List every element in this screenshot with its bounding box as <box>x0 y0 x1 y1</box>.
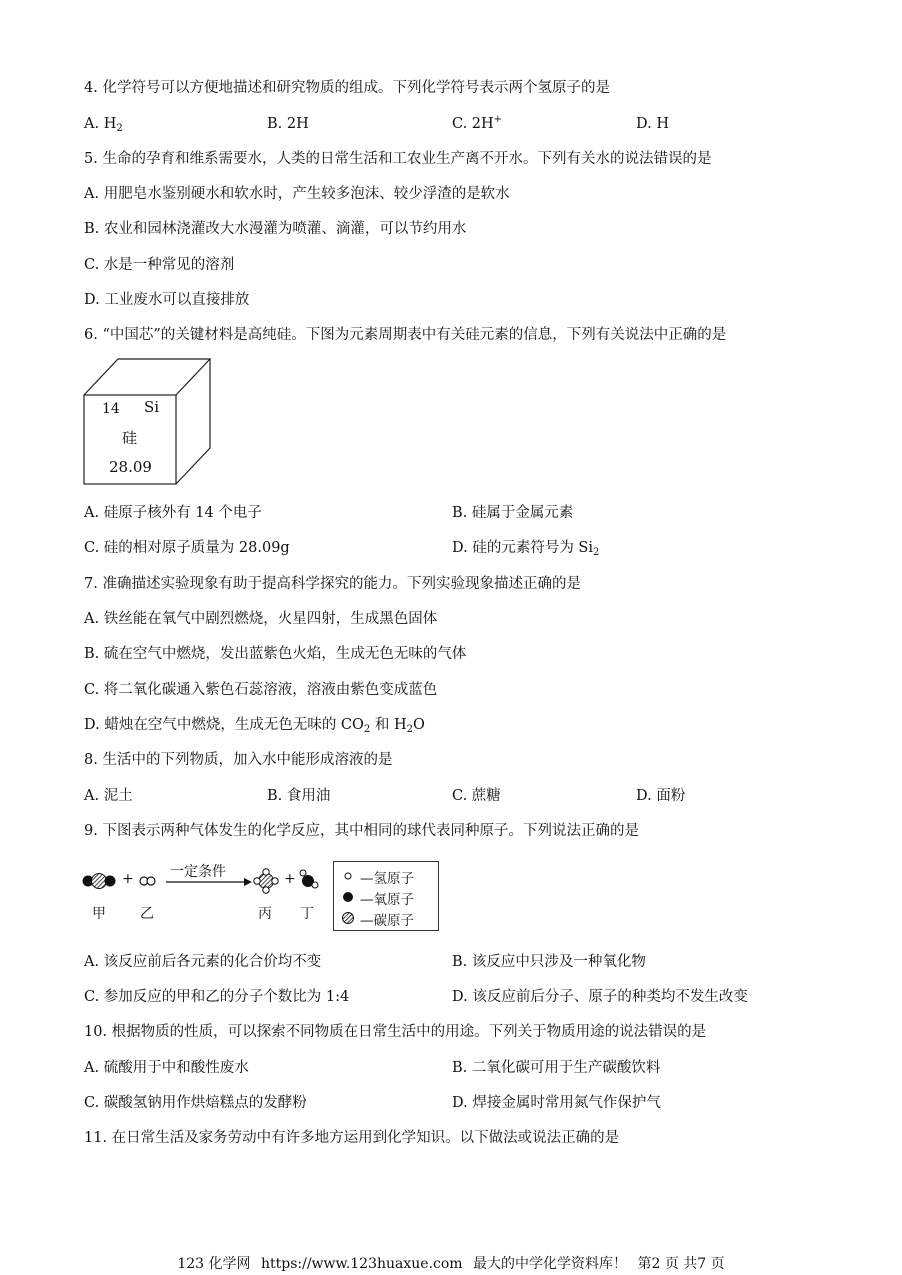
footer-url[interactable]: https://www.123huaxue.com <box>260 1256 463 1272</box>
q11-stem: 11. 在日常生活及家务劳动中有许多地方运用到化学知识。以下做法或说法正确的是 <box>84 1130 620 1146</box>
q4-option-c: C. 2H+ <box>452 114 503 132</box>
q6-option-c: C. 硅的相对原子质量为 28.09g <box>84 540 290 556</box>
atomic-number: 14 <box>102 401 120 417</box>
q5-option-a: A. 用肥皂水鉴别硬水和软水时，产生较多泡沫、较少浮渣的是软水 <box>84 186 510 202</box>
reaction-condition: 一定条件 <box>170 864 226 880</box>
q8-option-a: A. 泥土 <box>84 788 133 804</box>
q10-option-a: A. 硫酸用于中和酸性废水 <box>84 1060 249 1076</box>
plus-sign: + <box>284 871 296 887</box>
q7-option-a: A. 铁丝能在氧气中剧烈燃烧，火星四射，生成黑色固体 <box>84 611 438 627</box>
q8-stem: 8. 生活中的下列物质，加入水中能形成溶液的是 <box>84 752 393 768</box>
q8-option-d: D. 面粉 <box>636 788 686 804</box>
q6-stem: 6. “中国芯”的关键材料是高纯硅。下图为元素周期表中有关硅元素的信息，下列有关说法中正确的是 <box>84 327 727 343</box>
atomic-mass: 28.09 <box>109 458 152 476</box>
q8-option-c: C. 蔗糖 <box>452 788 501 804</box>
footer-site: 123 化学网 <box>177 1256 251 1272</box>
label-ding: 丁 <box>300 906 314 922</box>
q9-stem: 9. 下图表示两种气体发生的化学反应，其中相同的球代表同种原子。下列说法正确的是 <box>84 823 639 839</box>
silicon-element-card <box>80 355 215 488</box>
legend-carbon: —碳原子 <box>360 913 414 929</box>
atom-legend <box>333 861 439 931</box>
label-jia: 甲 <box>92 906 106 922</box>
footer-page-number: 第2 页 共7 页 <box>637 1256 725 1272</box>
q7-option-c: C. 将二氧化碳通入紫色石蕊溶液，溶液由紫色变成蓝色 <box>84 682 438 698</box>
q10-stem: 10. 根据物质的性质，可以探索不同物质在日常生活中的用途。下列关于物质用途的说法错误的是 <box>84 1024 707 1040</box>
q9-option-b: B. 该反应中只涉及一种氧化物 <box>452 954 646 970</box>
q4-option-d: D. H <box>636 116 669 132</box>
q4-option-a: A. $H_2$ <box>84 116 123 134</box>
reaction-diagram <box>80 858 450 938</box>
q5-option-d: D. 工业废水可以直接排放 <box>84 292 250 308</box>
label-bing: 丙 <box>258 906 272 922</box>
q10-option-c: C. 碳酸氢钠用作烘焙糕点的发酵粉 <box>84 1095 307 1111</box>
q7-option-b: B. 硫在空气中燃烧，发出蓝紫色火焰，生成无色无味的气体 <box>84 646 467 662</box>
q5-option-c: C. 水是一种常见的溶剂 <box>84 257 235 273</box>
footer-slogan: 最大的中学化学资料库！ <box>473 1256 628 1272</box>
q6-option-d: D. 硅的元素符号为 $Si_2$ <box>452 540 600 558</box>
element-symbol: Si <box>144 398 160 416</box>
element-name: 硅 <box>122 429 138 447</box>
label-yi: 乙 <box>140 906 154 922</box>
q4-stem: 4. 化学符号可以方便地描述和研究物质的组成。下列化学符号表示两个氢原子的是 <box>84 80 610 96</box>
q5-stem: 5. 生命的孕育和维系需要水，人类的日常生活和工农业生产离不开水。下列有关水的说法错误的是 <box>84 151 712 167</box>
q8-option-b: B. 食用油 <box>267 788 331 804</box>
plus-sign: + <box>122 871 134 887</box>
q7-stem: 7. 准确描述实验现象有助于提高科学探究的能力。下列实验现象描述正确的是 <box>84 576 581 592</box>
q10-option-b: B. 二氧化碳可用于生产碳酸饮料 <box>452 1060 661 1076</box>
q9-option-a: A. 该反应前后各元素的化合价均不变 <box>84 954 322 970</box>
q5-option-b: B. 农业和园林浇灌改大水漫灌为喷灌、滴灌，可以节约用水 <box>84 221 467 237</box>
q10-option-d: D. 焊接金属时常用氮气作保护气 <box>452 1095 661 1111</box>
q9-option-d: D. 该反应前后分子、原子的种类均不发生改变 <box>452 989 748 1005</box>
q9-option-c: C. 参加反应的甲和乙的分子个数比为 1:4 <box>84 989 350 1005</box>
q6-option-b: B. 硅属于金属元素 <box>452 505 574 521</box>
legend-symbols <box>340 862 360 930</box>
legend-hydrogen: —氢原子 <box>360 871 414 887</box>
page-footer <box>0 1253 902 1273</box>
q7-option-d: D. 蜡烛在空气中燃烧，生成无色无味的 $CO_2$ 和 $H_2O$ <box>84 717 425 735</box>
q4-option-b: B. 2H <box>267 116 309 132</box>
q6-option-a: A. 硅原子核外有 14 个电子 <box>84 505 262 521</box>
legend-oxygen: —氧原子 <box>360 892 414 908</box>
